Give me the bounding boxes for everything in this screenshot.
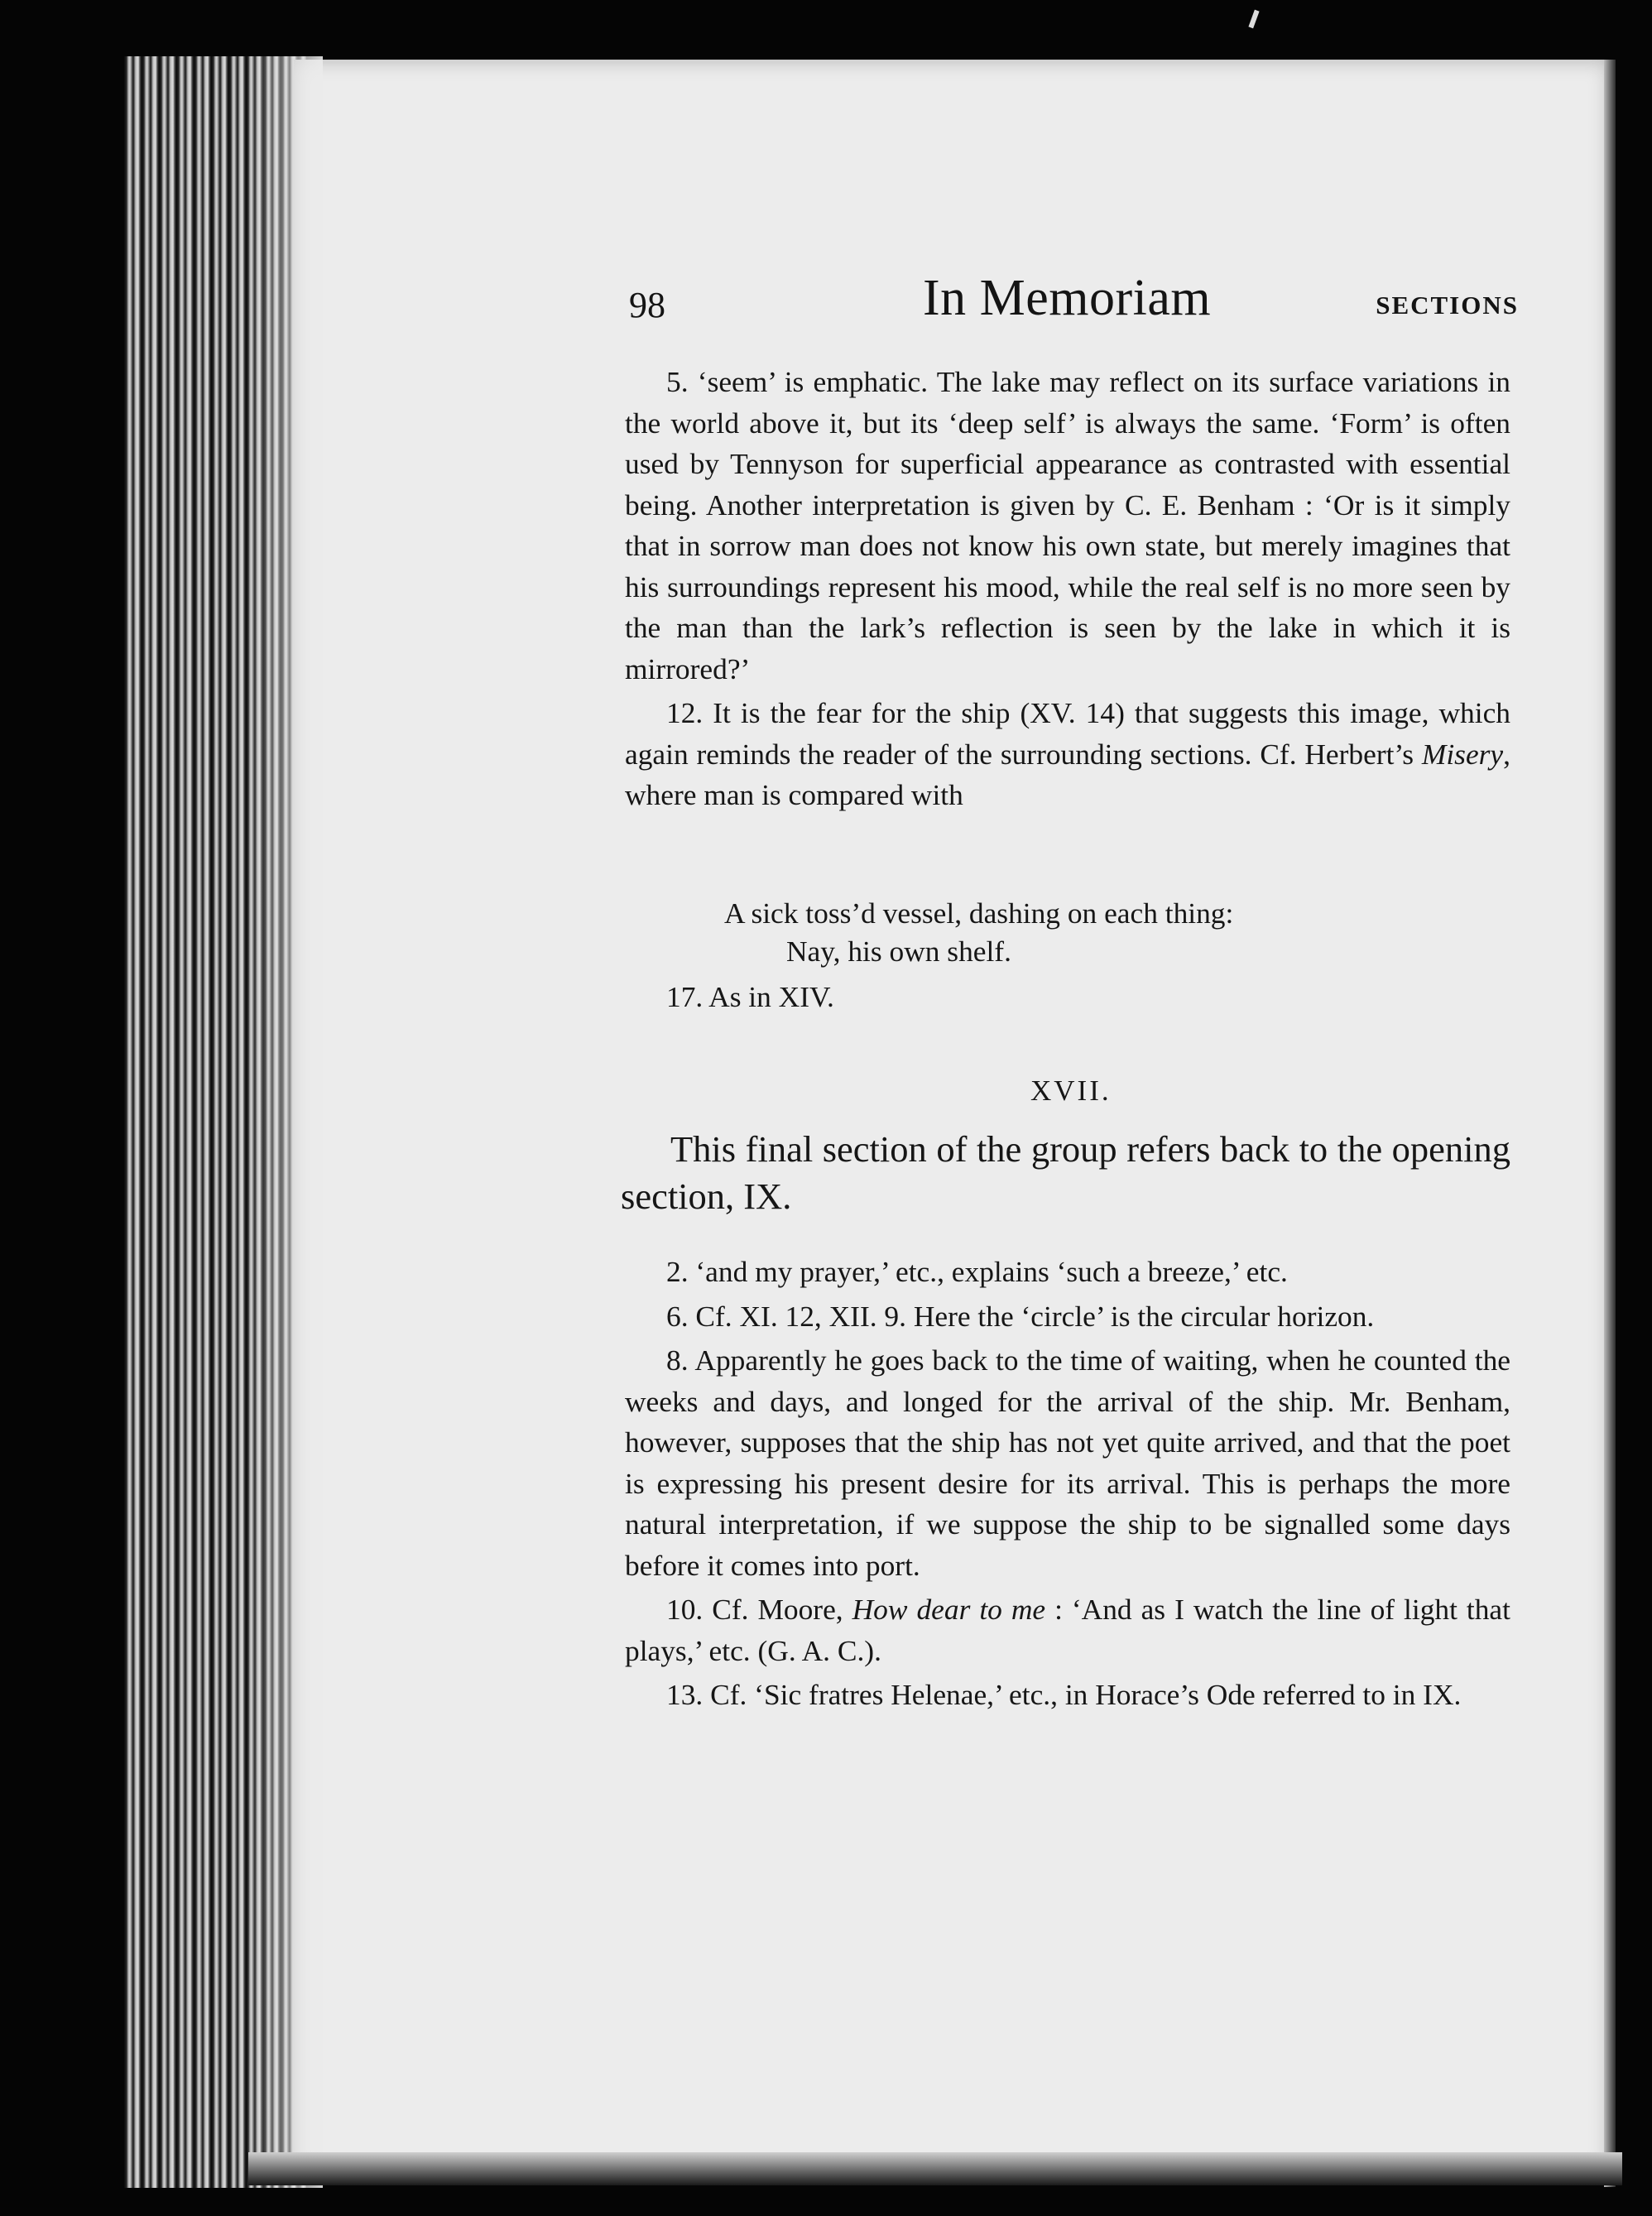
page-number: 98 — [629, 285, 665, 325]
note-10-title: How dear to me — [852, 1593, 1046, 1626]
running-section-label: SECTIONS — [1376, 291, 1519, 320]
note-10 — [625, 1589, 1510, 1671]
note-8: 8. Apparently he goes back to the time of waiting, when he counted the weeks and days, and longed for the arrival of the ship. Mr. Benham, however, supposes that the ship has not yet quite arrived, and that the poet is expressing his present desire for its arrival. This is perhaps the more natural interpretation, if we suppose the ship to be signalled some days before it comes into port. — [625, 1344, 1510, 1582]
notes-block-bottom — [625, 1252, 1510, 1716]
page-right-edge — [1604, 60, 1616, 2187]
section-intro-block — [621, 1126, 1510, 1220]
running-header — [629, 269, 1519, 335]
notes-block-top — [625, 362, 1510, 816]
note-10-text-end: : ‘And as I watch the line of light that plays,’ etc. (G. A. C.). — [625, 1593, 1510, 1667]
note-6: 6. Cf. XI. 12, XII. 9. Here the ‘circle’ is the circular horizon. — [666, 1299, 1375, 1333]
note-12-text-end: , where man is compared with — [625, 737, 1510, 811]
section-heading: XVII. — [1030, 1074, 1112, 1107]
note-17: 17. As in XIV. — [666, 980, 834, 1013]
note-12-text: 12. It is the fear for the ship (XV. 14) that suggests this image, which again reminds the reader of the surrounding sections. Cf. Herbert’s — [625, 696, 1510, 771]
note-17-block — [625, 977, 1510, 1018]
running-title: In Memoriam — [923, 270, 1212, 326]
note-10-text: 10. Cf. Moore, — [666, 1593, 852, 1626]
verse-line-1: A sick toss’d vessel, dashing on each thing: — [724, 896, 1234, 930]
note-5: 5. ‘seem’ is emphatic. The lake may reflect on its surface variations in the world above it, but its ‘deep self’ is always the same. ‘Form’ is often used by Tennyson for superficial appearance as contrasted with essential being. Another interpretation is given by C. E. Benham : ‘Or is it simply that in sorrow man does not know his own state, but merely imagines that his surroundings represent his mood, while the real self is no more seen by the man than the lark’s reflection is seen by the lake in which it is mirrored?’ — [625, 365, 1510, 685]
note-2: 2. ‘and my prayer,’ etc., explains ‘such a breeze,’ etc. — [666, 1255, 1288, 1288]
section-intro: This final section of the group refers back to the opening section, IX. — [621, 1128, 1510, 1217]
note-12-title: Misery — [1421, 737, 1504, 771]
verse-quote — [724, 894, 1233, 970]
note-13: 13. Cf. ‘Sic fratres Helenae,’ etc., in Horace’s Ode referred to in IX. — [666, 1678, 1462, 1711]
ink-speck — [1248, 10, 1259, 29]
verse-line-2: Nay, his own shelf. — [786, 935, 1011, 968]
page-bottom-edge — [248, 2152, 1622, 2185]
page-gutter-shadow — [248, 56, 323, 2188]
note-12 — [625, 693, 1510, 816]
